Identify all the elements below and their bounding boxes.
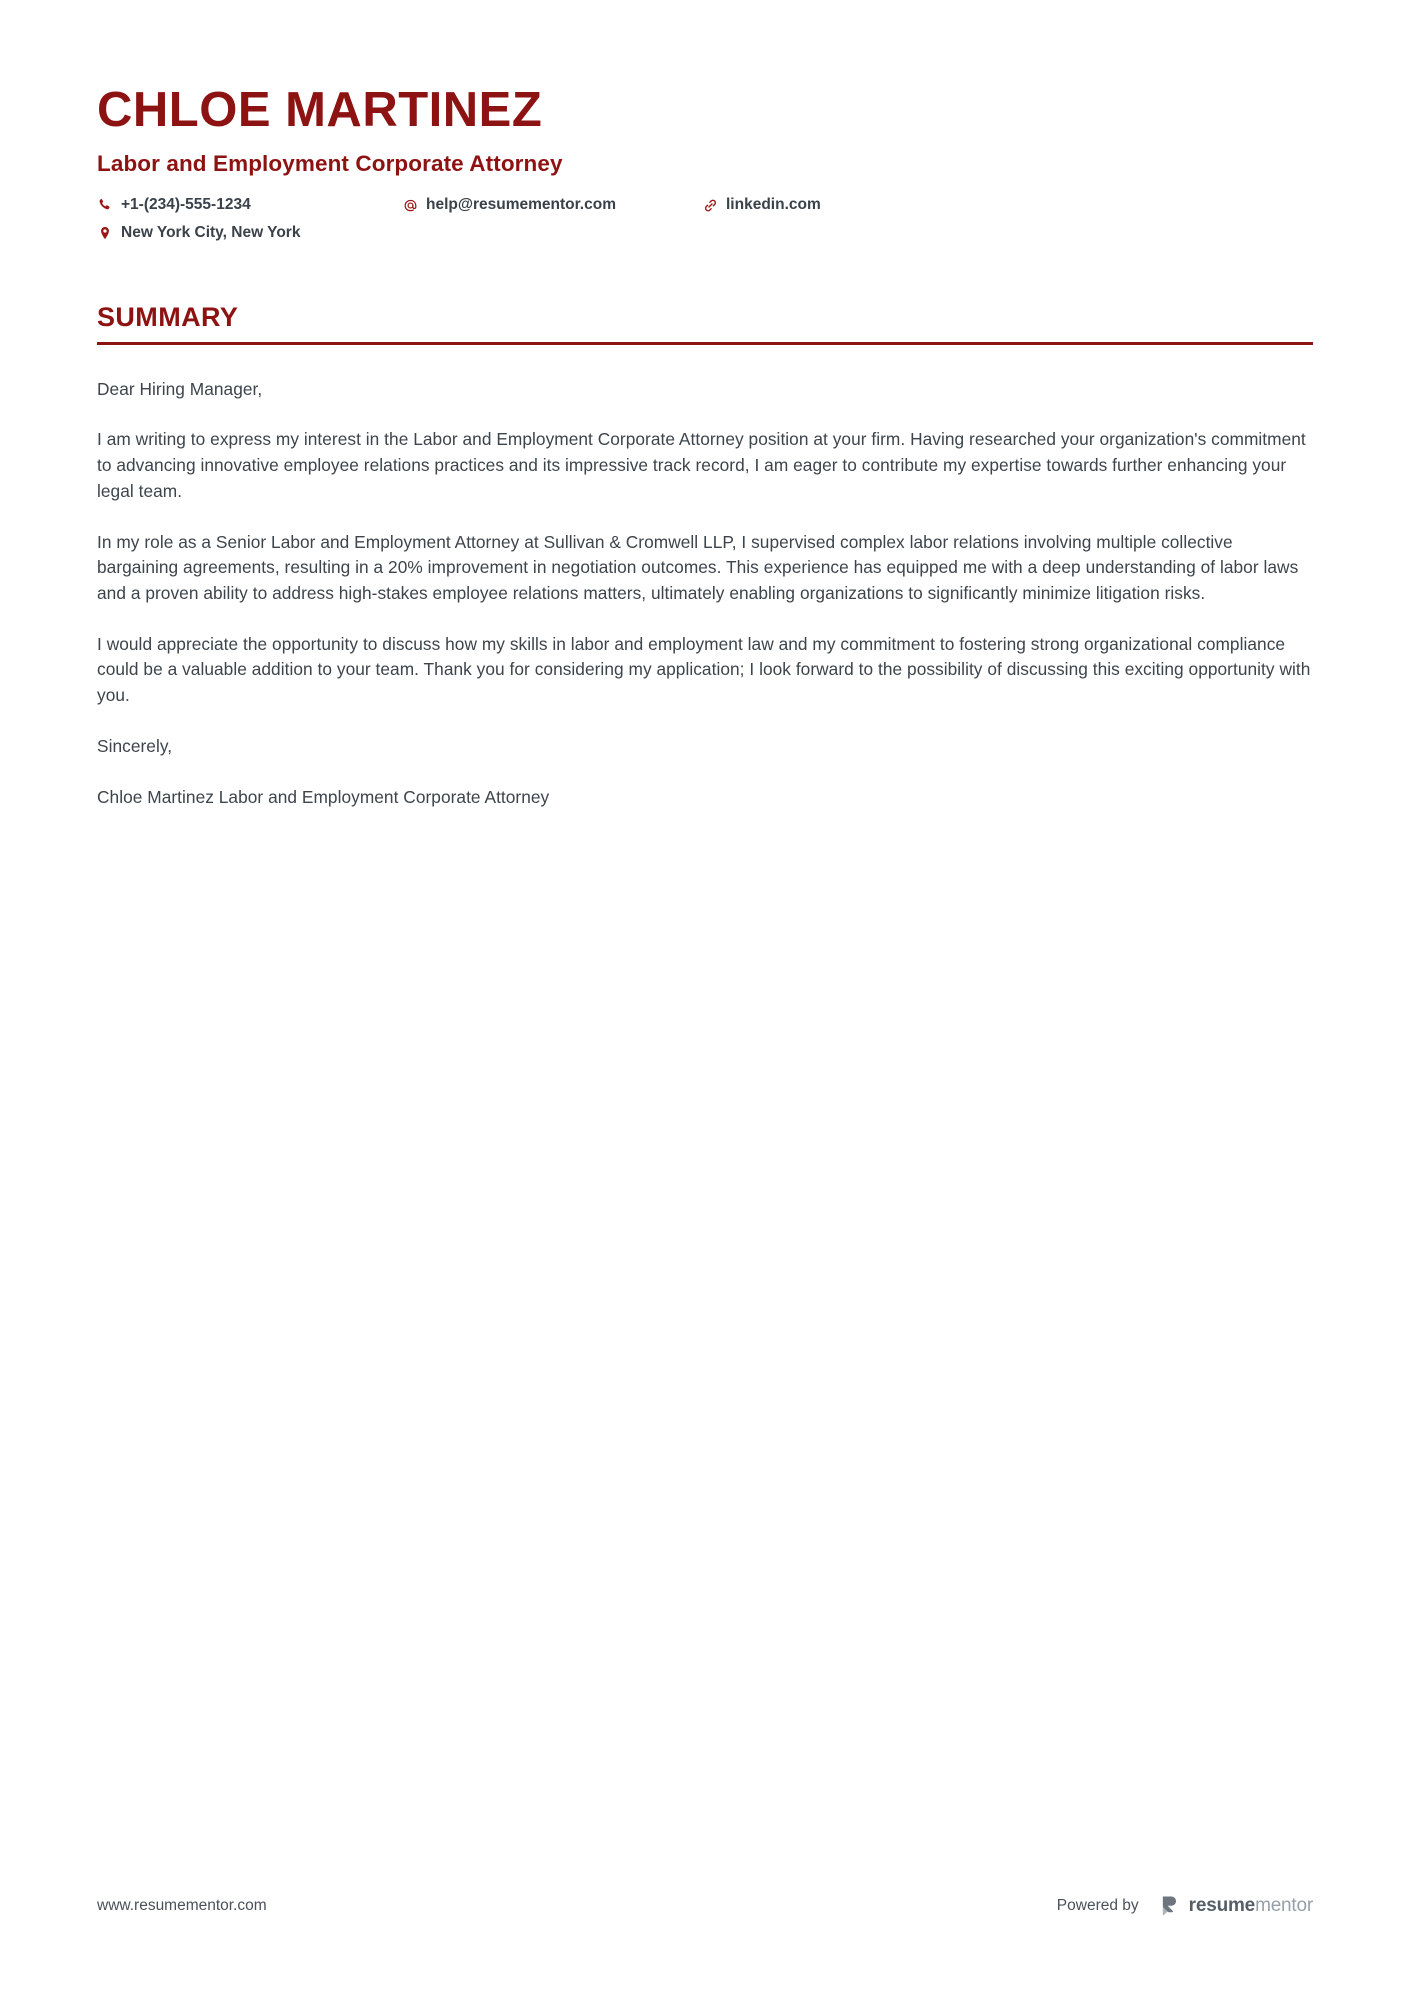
page-content [97,0,1313,810]
header [97,0,1313,242]
footer-website-url[interactable]: www.resumementor.com [97,1896,267,1914]
brand-strong-text: resume [1188,1895,1256,1916]
letter-closing: Sincerely, [97,735,173,756]
job-title: Labor and Employment Corporate Attorney [97,150,563,176]
letter-signature: Chloe Martinez Labor and Employment Corporate Attorney [97,786,550,807]
contact-email-value: help@resumementor.com [426,195,616,213]
section-divider [97,342,1313,345]
contact-linkedin-value: linkedin.com [726,195,821,213]
location-pin-icon [97,224,113,241]
contact-row-2 [97,224,1313,243]
summary-section [97,303,1313,810]
letter-paragraph: I would appreciate the opportunity to discuss how my skills in labor and employment law and my commitment to fostering strong organizational compliance could be a valuable addition to your team. Thank you for considering my application; I look forward to the possibility of discussing this exciting opportunity with you. [97,633,1311,706]
letter-paragraph: In my role as a Senior Labor and Employment Attorney at Sullivan & Cromwell LLP, I supervised complex labor relations involving multiple collective bargaining agreements, resulting in a 20% improvement in negotiation outcomes. This experience has equipped me with a deep understanding of labor laws and a proven ability to address high-stakes employee relations matters, ultimately enabling organizations to significantly minimize litigation risks. [97,531,1299,603]
email-at-icon [402,197,418,214]
contact-email[interactable] [402,196,702,215]
resumementor-logo[interactable] [1161,1894,1313,1917]
letter-salutation: Dear Hiring Manager, [97,378,263,399]
contact-location[interactable] [97,224,402,243]
section-heading-summary: SUMMARY [97,302,239,333]
brand-light-text: mentor [1255,1895,1313,1916]
contact-location-value: New York City, New York [121,223,301,241]
page-title: CHLOE MARTINEZ [97,83,543,137]
contact-row-1 [97,196,1313,215]
contact-phone-value: +1-(234)-555-1234 [121,195,251,213]
phone-icon [97,197,113,214]
footer-branding [1057,1894,1313,1917]
contact-linkedin[interactable] [702,196,821,215]
cover-letter-body [97,377,1313,810]
resumementor-wordmark [1189,1896,1313,1915]
link-icon [702,197,718,214]
footer [97,1894,1313,1917]
letter-paragraph: I am writing to express my interest in the Labor and Employment Corporate Attorney position at your firm. Having researched your organization's commitment to advancing innovative employee relations practices and its impressive track record, I am eager to contribute my expertise towards further enhancing your legal team. [97,429,1306,501]
contact-phone[interactable] [97,196,402,215]
contact-info [97,196,1313,242]
powered-by-label: Powered by [1056,1896,1139,1914]
resumementor-mark-icon [1161,1894,1182,1917]
